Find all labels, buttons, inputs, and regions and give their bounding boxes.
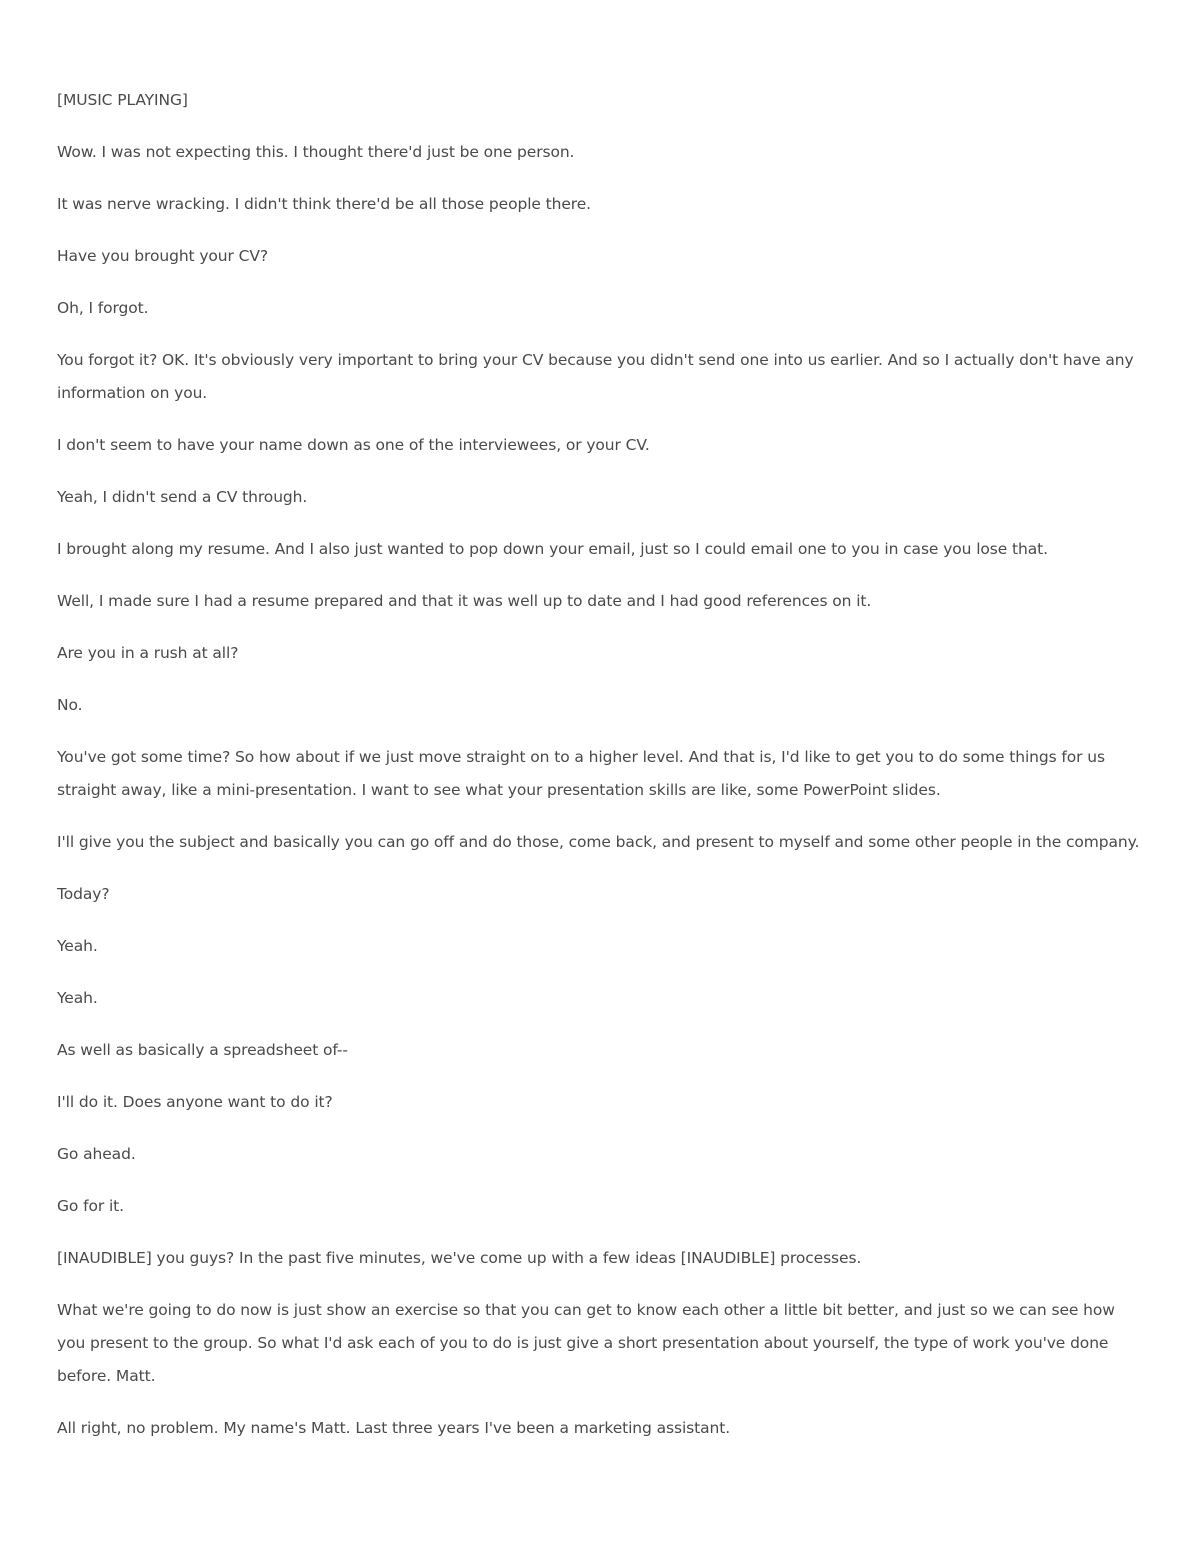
transcript-paragraph: Yeah. [57, 937, 98, 955]
transcript-paragraph: [MUSIC PLAYING] [57, 91, 188, 109]
transcript-document [57, 84, 1147, 1464]
transcript-paragraph: I'll give you the subject and basically you can go off and do those, come back, and present to myself and some other people in the company. [57, 833, 1140, 851]
transcript-paragraph: Go for it. [57, 1197, 124, 1215]
transcript-paragraph: Go ahead. [57, 1145, 136, 1163]
transcript-paragraph: As well as basically a spreadsheet of-- [57, 1041, 348, 1059]
transcript-paragraph: Yeah, I didn't send a CV through. [57, 488, 308, 506]
transcript-paragraph: Well, I made sure I had a resume prepared and that it was well up to date and I had good references on it. [57, 592, 872, 610]
transcript-paragraph: I brought along my resume. And I also just wanted to pop down your email, just so I could email one to you in case you lose that. [57, 540, 1048, 558]
transcript-paragraph: All right, no problem. My name's Matt. Last three years I've been a marketing assistant. [57, 1419, 731, 1437]
transcript-paragraph: It was nerve wracking. I didn't think there'd be all those people there. [57, 195, 591, 213]
transcript-paragraph: You forgot it? OK. It's obviously very important to bring your CV because you didn't send one into us earlier. And so I actually don't have any information on you. [57, 351, 1134, 402]
transcript-paragraph: No. [57, 696, 83, 714]
transcript-paragraph: What we're going to do now is just show an exercise so that you can get to know each other a little bit better, and just so we can see how you present to the group. So what I'd ask each of you to do is just give a short presentation about yourself, the type of work you've done before. Matt. [57, 1301, 1115, 1385]
transcript-paragraph: Wow. I was not expecting this. I thought there'd just be one person. [57, 143, 575, 161]
transcript-paragraph: Today? [57, 885, 110, 903]
transcript-paragraph: Yeah. [57, 989, 98, 1007]
transcript-paragraph: Oh, I forgot. [57, 299, 149, 317]
transcript-paragraph: Have you brought your CV? [57, 247, 268, 265]
transcript-paragraph: You've got some time? So how about if we just move straight on to a higher level. And that is, I'd like to get you to do some things for us straight away, like a mini-presentation. I want to see what your presentation skills are like, some PowerPoint slides. [57, 748, 1105, 799]
transcript-paragraph: Are you in a rush at all? [57, 644, 239, 662]
transcript-paragraph: I don't seem to have your name down as one of the interviewees, or your CV. [57, 436, 650, 454]
transcript-paragraph: I'll do it. Does anyone want to do it? [57, 1093, 333, 1111]
transcript-paragraph: [INAUDIBLE] you guys? In the past five minutes, we've come up with a few ideas [INAUDIBLE] processes. [57, 1249, 862, 1267]
